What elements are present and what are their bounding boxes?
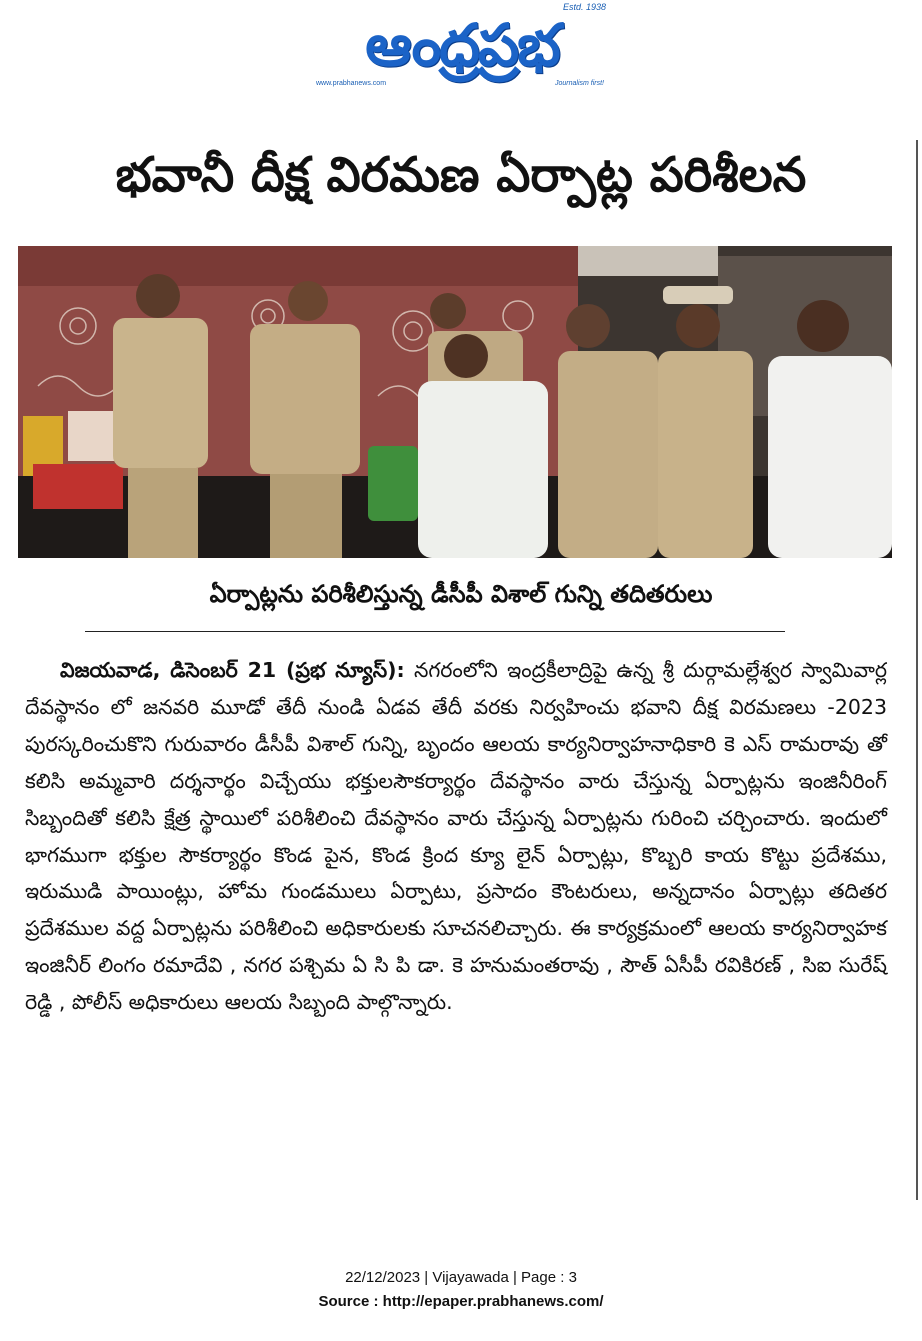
page-edge-line xyxy=(916,140,918,1200)
news-photo xyxy=(18,246,892,558)
estd-label: Estd. 1938 xyxy=(562,2,606,12)
masthead-logo xyxy=(300,0,620,100)
logo-wordmark: ఆంధ్రప్రభ xyxy=(365,11,559,79)
page-footer xyxy=(0,1266,922,1314)
source-link: Source : http://epaper.prabhanews.com/ xyxy=(318,1293,604,1310)
article-body xyxy=(25,652,887,1021)
edition-info: 22/12/2023 | Vijayawada | Page : 3 xyxy=(345,1269,577,1286)
photo-caption: ఏర్పాట్లను పరిశీలిస్తున్న డీసీపీ విశాల్ గున్ని తదితరులు xyxy=(209,580,713,608)
caption-divider xyxy=(85,631,785,632)
website-label: www.prabhanews.com xyxy=(316,80,387,87)
tagline-label: Journalism first! xyxy=(554,80,604,87)
page-title: భవానీ దీక్ష విరమణ ఏర్పాట్ల పరిశీలన xyxy=(115,147,807,203)
article-text: నగరంలోని ఇంద్రకీలాద్రిపై ఉన్న శ్రీ దుర్గామల్లేశ్వర స్వామివార్ల దేవస్థానం లో జనవరి మూడో తేదీ నుండి ఏడవ తేదీ వరకు నిర్వహించు భవాని దీక్ష విరమణలు -2023 పురస్కరించుకొని గురువారం డీసీపీ విశాల్ గున్ని, బృందం ఆలయ కార్యనిర్వాహనాధికారి కె ఎస్ రామరావు తో కలిసి అమ్మవారి దర్శనార్థం విచ్చేయు భక్తులసౌకర్యార్థం దేవస్థానం వారు చేస్తున్న ఏర్పాట్లను ఇంజినీరింగ్ సిబ్బందితో కలిసి క్షేత్ర స్థాయిలో పరిశీలించి దేవస్థానం వారు చేస్తున్న ఏర్పాట్లను గురించి చర్చించారు. ఇందులో భాగముగా భక్తుల సౌకర్యార్థం కొండ పైన, కొండ క్రింద క్యూ లైన్ ఏర్పాట్లు, కొబ్బరి కాయ కొట్టు ప్రదేశము, ఇరుముడి పాయింట్లు, హోమ గుండములు ఏర్పాటు, ప్రసాదం కౌంటరులు, అన్నదానం ఏర్పాట్లు తదితర ప్రదేశముల వద్ద ఏర్పాట్లను పరిశీలించి అధికారులకు సూచనలిచ్చారు. ఈ కార్యక్రమంలో ఆలయ కార్యనిర్వాహక ఇంజినీర్ లింగం రమాదేవి , నగర పశ్చిమ ఏ సి పి డా. కె హనుమంతరావు , సౌత్ ఏసీపీ రవికిరణ్ , సిఐ సురేష్ రెడ్డి , పోలీస్ అధికారులు ఆలయ సిబ్బంది పాల్గొన్నారు. xyxy=(25,658,887,1015)
article-dateline: విజయవాడ, డిసెంబర్ 21 (ప్రభ న్యూస్): xyxy=(60,658,405,682)
